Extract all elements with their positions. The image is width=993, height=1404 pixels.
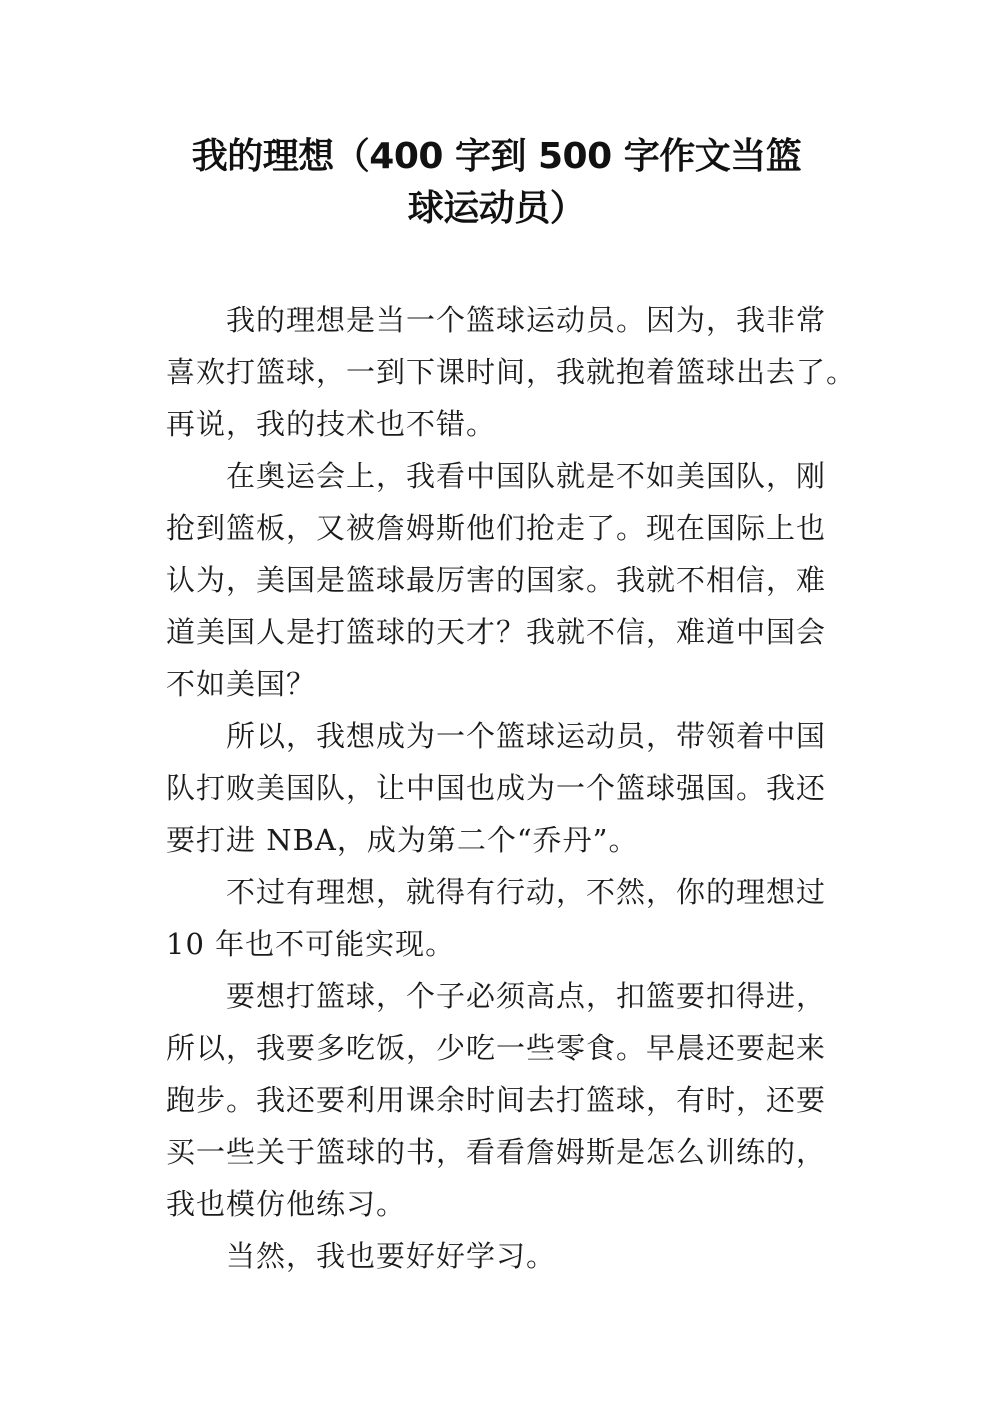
paragraph-5-line-5: 我也模仿他练习。 (166, 1187, 407, 1221)
document-title-line-2: 球运动员） (407, 188, 586, 229)
paragraph-4-line-2: 10 年也不可能实现。 (166, 927, 456, 961)
paragraph-4-line-1: 不过有理想，就得有行动，不然，你的理想过 (226, 875, 827, 909)
paragraph-3-line-2: 队打败美国队，让中国也成为一个篮球强国。我还 (166, 771, 827, 805)
paragraph-5-line-2: 所以，我要多吃饭，少吃一些零食。早晨还要起来 (166, 1031, 827, 1065)
paragraph-2-line-2: 抢到篮板，又被詹姆斯他们抢走了。现在国际上也 (166, 511, 827, 545)
paragraph-5-line-3: 跑步。我还要利用课余时间去打篮球，有时，还要 (166, 1083, 827, 1117)
paragraph-5-line-4: 买一些关于篮球的书，看看詹姆斯是怎么训练的， (166, 1135, 827, 1169)
paragraph-2-line-4: 道美国人是打篮球的天才？我就不信，难道中国会 (166, 615, 827, 649)
paragraph-1-line-2: 喜欢打篮球，一到下课时间，我就抱着篮球出去了。 (166, 355, 857, 389)
paragraph-6-line-1: 当然，我也要好好学习。 (226, 1239, 557, 1273)
paragraph-3-line-3: 要打进 NBA，成为第二个“乔丹”。 (166, 823, 639, 857)
paragraph-2-line-3: 认为，美国是篮球最厉害的国家。我就不相信，难 (166, 563, 827, 597)
paragraph-2-line-5: 不如美国？ (166, 667, 317, 701)
paragraph-2-line-1: 在奥运会上，我看中国队就是不如美国队，刚 (226, 459, 827, 493)
paragraph-1-line-1: 我的理想是当一个篮球运动员。因为，我非常 (226, 303, 827, 337)
paragraph-1-line-3: 再说，我的技术也不错。 (166, 407, 497, 441)
paragraph-5-line-1: 要想打篮球，个子必须高点，扣篮要扣得进， (226, 979, 827, 1013)
document-title-line-1: 我的理想（400 字到 500 字作文当篮 (191, 136, 802, 177)
paragraph-3-line-1: 所以，我想成为一个篮球运动员，带领着中国 (226, 719, 827, 753)
